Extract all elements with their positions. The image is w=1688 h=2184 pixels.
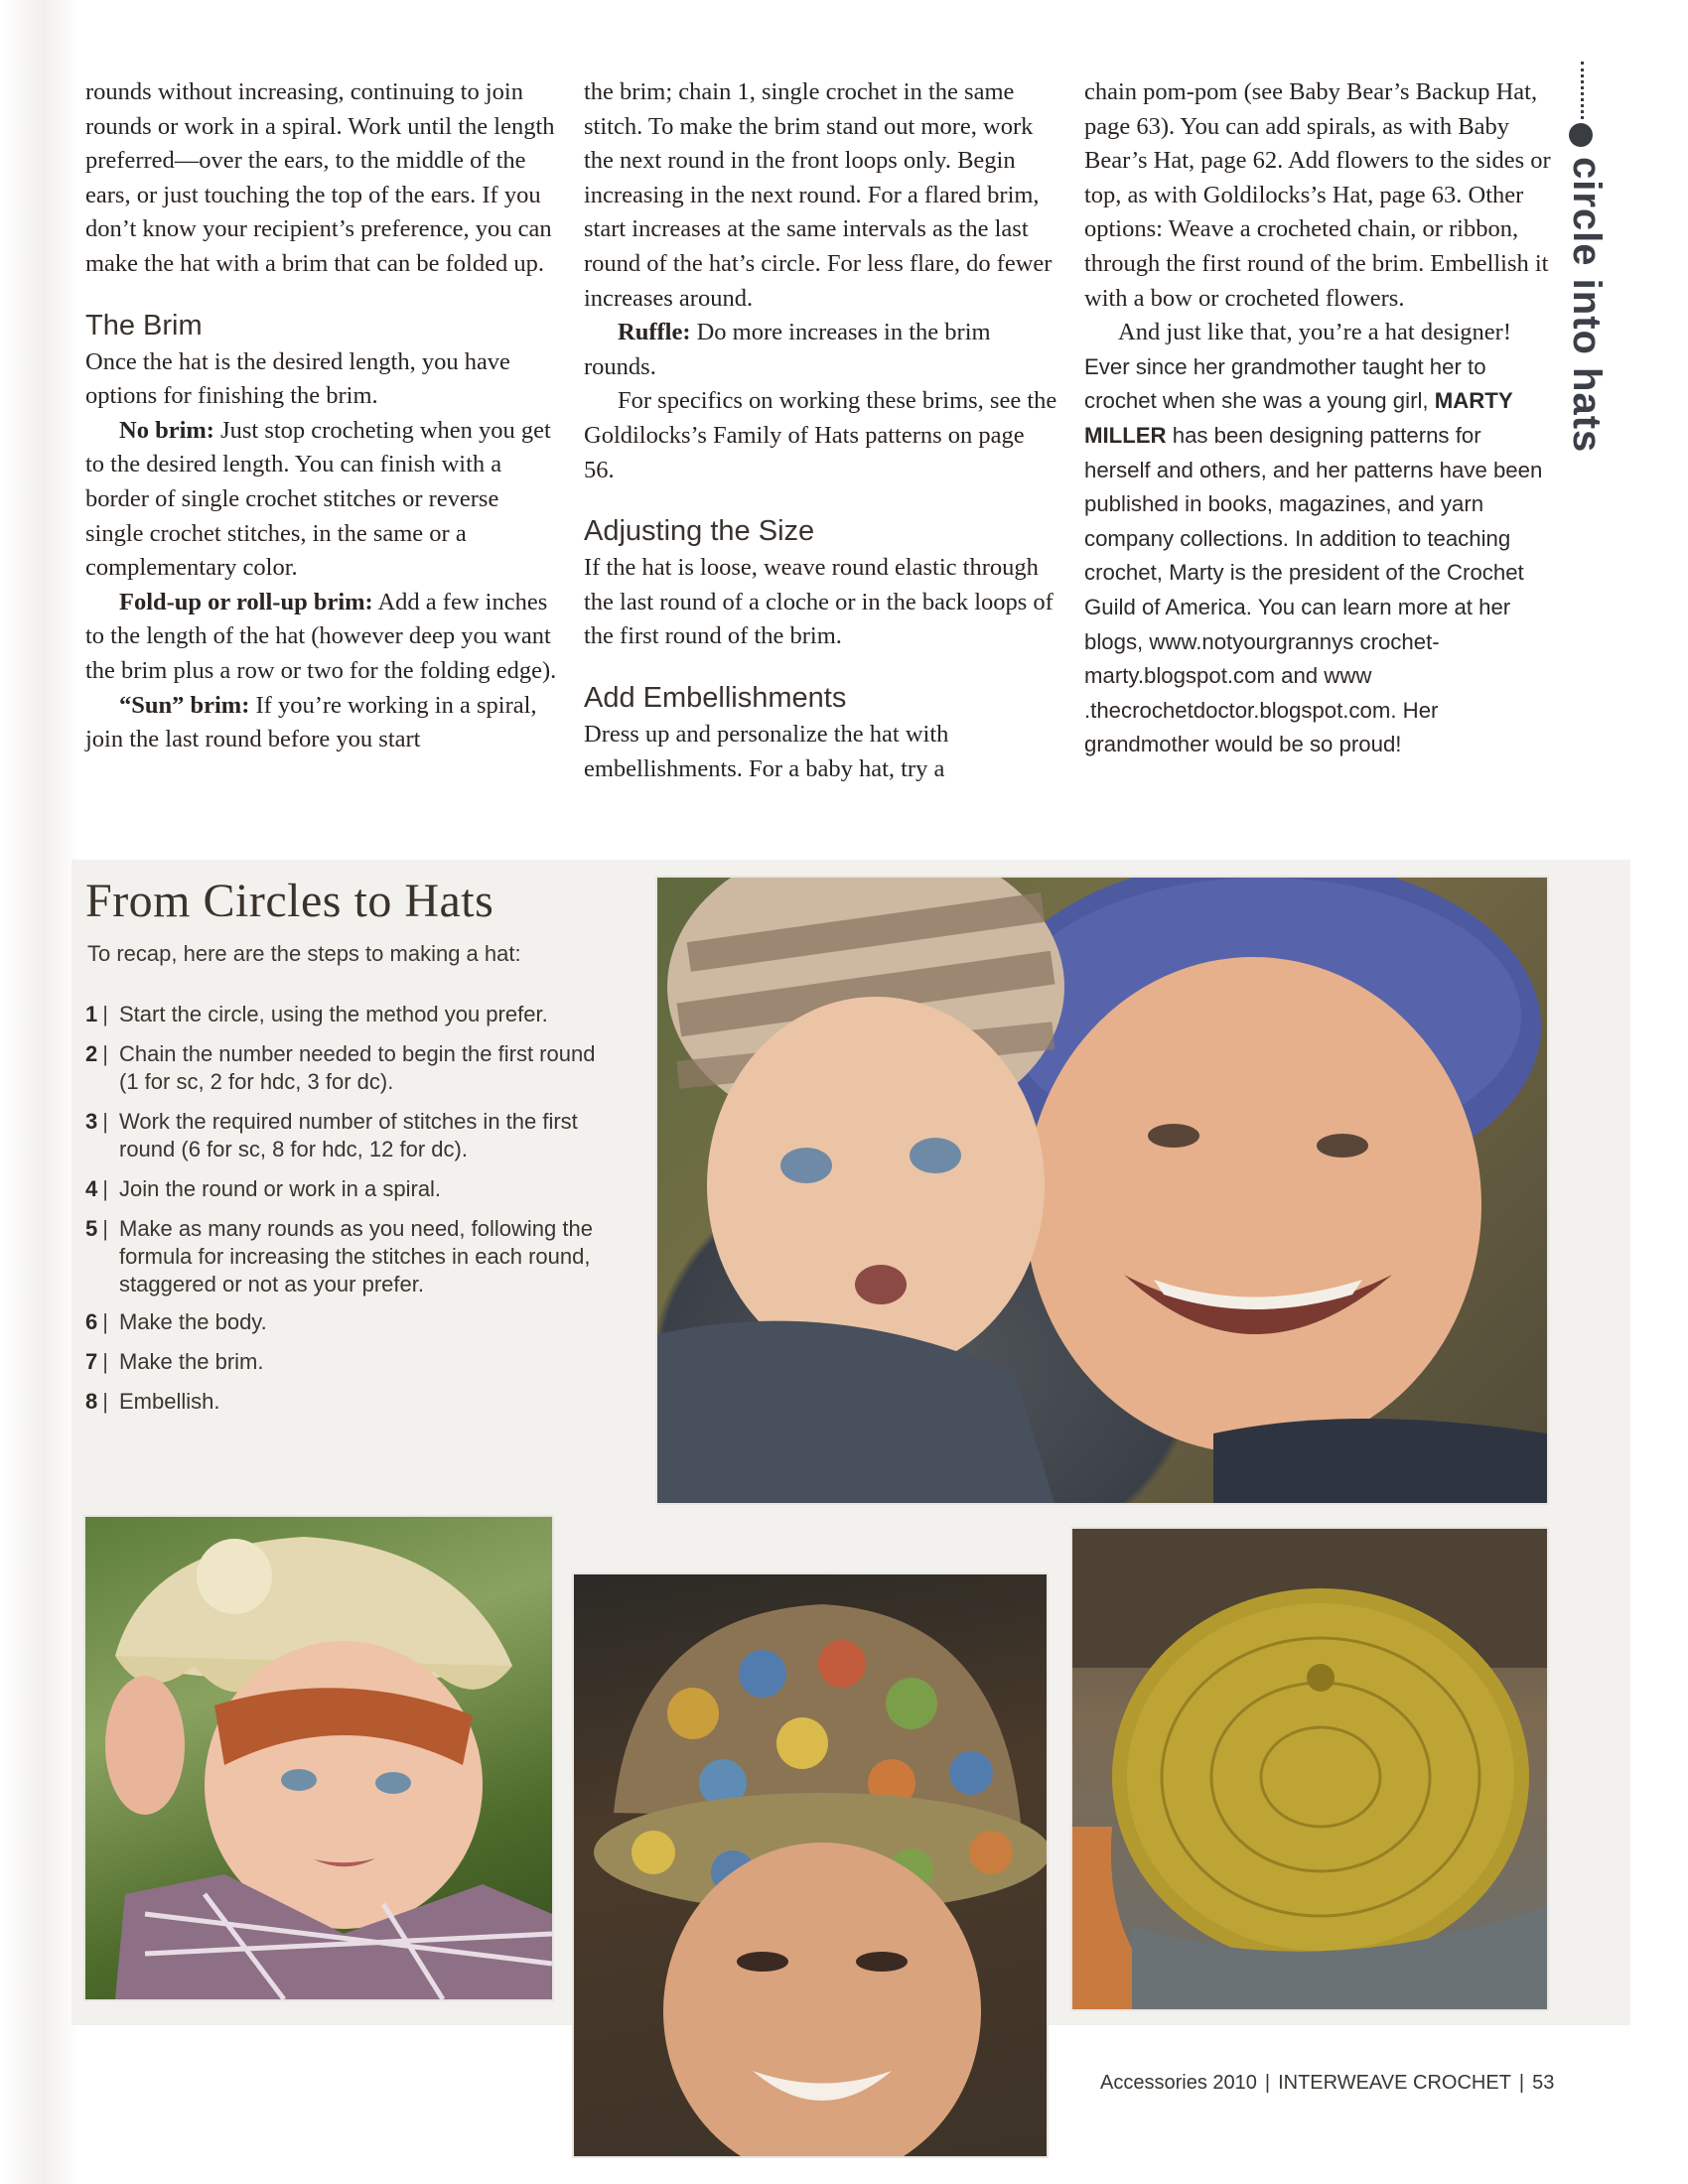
step-item [85,1040,602,1096]
photo-girl-ruffle-hat [83,1515,554,2001]
paragraph [85,345,562,414]
step-item [85,1108,602,1163]
step-number: 8 | [85,1388,108,1416]
page-footer [1100,2072,1554,2095]
run-in-head: “Sun” brim: [119,691,250,719]
photo-mustard-beanie [1070,1527,1549,2011]
section-tab-bullet-icon [1569,123,1593,147]
step-number: 7 | [85,1348,108,1376]
section-tab [1551,62,1611,498]
step-item [85,1175,602,1203]
step-text: Make as many rounds as you need, following the formula for increasing the stitches in each round, staggered or not as your prefer. [119,1216,593,1297]
paragraph [584,316,1060,384]
paragraph [85,414,562,586]
step-number: 6 | [85,1308,108,1336]
sidebar-title: From Circles to Hats [85,875,494,927]
photo-toddler-and-father-in-hats [655,876,1549,1505]
step-number: 4 | [85,1175,108,1203]
paragraph-text: And just like that, you’re a hat designer! [1118,319,1511,346]
step-item [85,1348,602,1376]
sidebar-intro: To recap, here are the steps to making a hat: [87,941,521,966]
photo-toddler-and-father-illustration [657,878,1547,1503]
step-text: Embellish. [119,1389,220,1414]
run-in-head: Ruffle: [618,319,691,346]
article-column-1 [85,75,562,757]
paragraph-text: Once the hat is the desired length, you have options for finishing the brim. [85,347,510,410]
footer-separator: | [1518,2072,1525,2094]
step-item [85,1388,602,1416]
paragraph-text: the brim; chain 1, single crochet in the same stitch. To make the brim stand out more, work the next round in the front loops only. Begin increasing in the next round. For a flared brim, start increases at the same intervals as the last round of the hat’s circle. For less flare, do fewer increases around. [584,78,1053,312]
author-name: MARTY MILLER [1084,388,1513,448]
section-heading: The Brim [85,309,203,341]
paragraph [584,75,1060,316]
paragraph [584,551,1060,654]
run-in-head: Fold-up or roll-up brim: [119,588,373,615]
paragraph-text: rounds without increasing, continuing to join rounds or work in a spiral. Work until the length preferred—over the ears, to the middle of the ears, or just touching the top of the ears. If you don’t know your recipient’s preference, you can make the hat with a brim that can be folded up. [85,78,555,277]
step-number: 5 | [85,1215,108,1243]
step-text: Work the required number of stitches in the first round (6 for sc, 8 for hdc, 12 for dc). [119,1109,578,1161]
section-heading: Add Embellishments [584,681,847,714]
paragraph [85,75,562,282]
paragraph [1084,75,1551,316]
bio-text-start: Ever since her grandmother taught her to crochet when she was a young girl, [1084,353,1486,414]
step-text: Make the body. [119,1309,267,1334]
run-in-head: No brim: [119,416,214,444]
step-text: Start the circle, using the method you prefer. [119,1002,548,1026]
photo-girl-illustration [85,1517,552,1999]
photo-woman-multicolor-hat [572,1572,1049,2158]
paragraph [85,689,562,757]
page-gutter-shadow [0,0,79,2184]
paragraph-text: chain pom-pom (see Baby Bear’s Backup Hat, page 63). You can add spirals, as with Baby Bear’s Hat, page 62. Add flowers to the sides or top, as with Goldilocks’s Hat, page 63. Other options: Weave a crocheted chain, or ribbon, through the first round of the brim. Embellish it with a bow or crocheted flowers. [1084,78,1551,312]
article-column-2 [584,75,1060,786]
step-text: Make the brim. [119,1349,264,1374]
step-item [85,1308,602,1336]
author-bio [1084,350,1551,762]
paragraph-text: Just stop crocheting when you get to the desired length. You can finish with a border of single crochet stitches or reverse single crochet stitches, in the same or a complementary color. [85,416,551,582]
section-heading: Adjusting the Size [584,515,815,548]
paragraph-text: Dress up and personalize the hat with embellishments. For a baby hat, try a [584,720,949,782]
bio-text-end: has been designing patterns for herself and others, and her patterns have been published in books, magazines, and yarn company collections. In addition to teaching crochet, Marty is the president of the Crochet Guild of America. You can learn more at her blogs, www.notyourgrannys crochet-marty.blogspot.com and www .thecrochetdoctor.blogspot.com. Her grandmother would be so proud! [1084,422,1543,757]
paragraph-text: If the hat is loose, weave round elastic through the last round of a cloche or in the back loops of the first round of the brim. [584,554,1054,650]
paragraph-text: Add a few inches to the length of the hat (however deep you want the brim plus a row or two for the folding edge). [85,588,557,684]
step-number: 2 | [85,1040,108,1068]
step-number: 1 | [85,1001,108,1028]
photo-woman-illustration [574,1574,1047,2156]
step-item [85,1215,602,1298]
footer-issue: Accessories 2010 [1100,2072,1257,2094]
step-text: Chain the number needed to begin the first round (1 for sc, 2 for hdc, 3 for dc). [119,1041,596,1094]
paragraph [1084,316,1551,350]
step-text: Join the round or work in a spiral. [119,1176,442,1201]
step-number: 3 | [85,1108,108,1136]
section-tab-label: circle into hats [1565,157,1609,454]
paragraph [584,718,1060,786]
footer-magazine: INTERWEAVE CROCHET [1278,2072,1511,2094]
section-tab-dotted-line [1581,62,1584,119]
footer-separator: | [1264,2072,1271,2094]
paragraph-text: Do more increases in the brim rounds. [584,319,991,380]
article-column-3 [1084,75,1551,762]
paragraph-text: For specifics on working these brims, see the Goldilocks’s Family of Hats patterns on page 56. [584,387,1057,483]
paragraph [85,586,562,689]
page-number: 53 [1532,2072,1555,2094]
steps-list [85,1001,602,1428]
photo-beanie-illustration [1072,1529,1547,2009]
paragraph [584,384,1060,487]
paragraph-text: If you’re working in a spiral, join the last round before you start [85,691,537,753]
step-item [85,1001,602,1028]
